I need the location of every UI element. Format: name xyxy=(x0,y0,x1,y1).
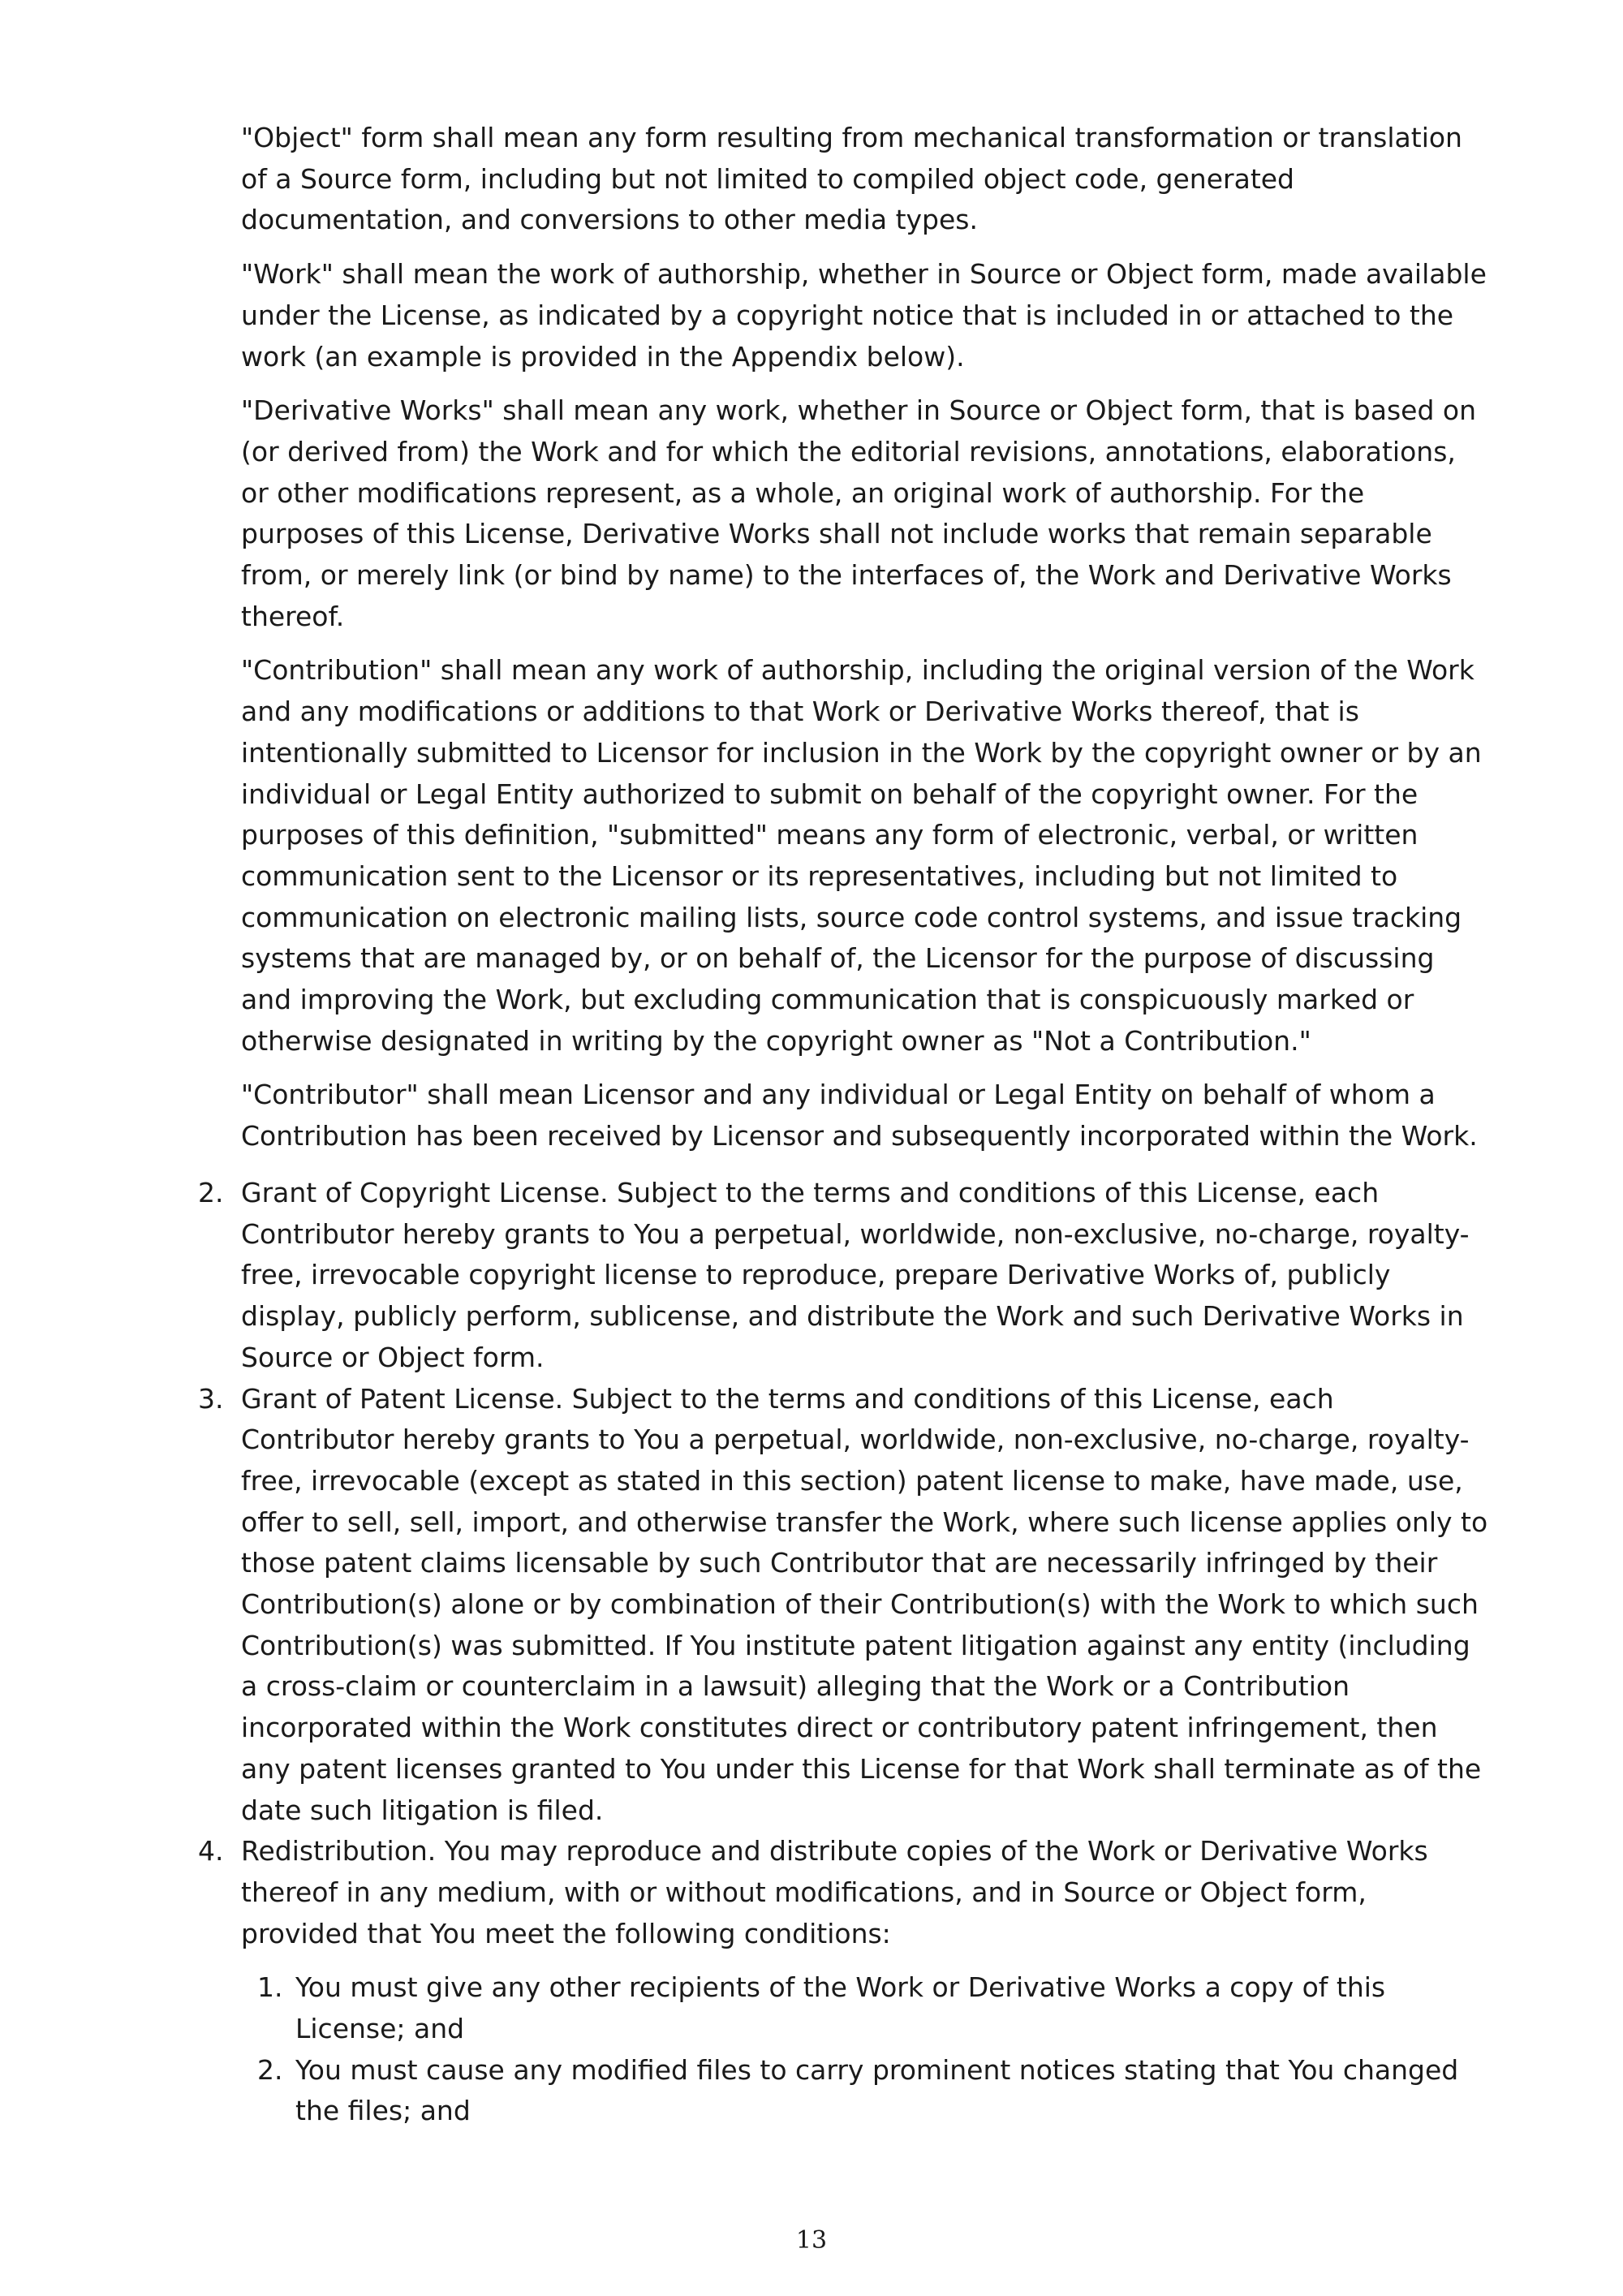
section-text: Grant of Copyright License. Subject to the terms and conditions of this License, each Contributor hereby grants to You a perpetual, worldwide, non-exclusive, no-charge, royalty-free, irrevocable copyright license to reproduce, prepare Derivative Works of, publicly display, publicly perform, sublicense, and distribute the Work and such Derivative Works in Source or Object form. xyxy=(241,1177,1470,1373)
numbered-sections xyxy=(0,1173,1623,2132)
definition-derivative-works: "Derivative Works" shall mean any work, whether in Source or Object form, that is based on (or derived from) the Work and for which the editorial revisions, annotations, elaborations, or other modifications represent, as a whole, an original work of authorship. For the purposes of this License, Derivative Works shall not include works that remain separable from, or merely link (or bind by name) to the interfaces of, the Work and Derivative Works thereof. xyxy=(241,394,1476,632)
section-text: Redistribution. You may reproduce and distribute copies of the Work or Derivative Works thereof in any medium, with or without modifications, and in Source or Object form, provided that You meet the following conditions: xyxy=(241,1835,1428,1949)
section-3-patent-license xyxy=(0,1379,1491,1832)
page-number: 13 xyxy=(795,2226,828,2255)
redistribution-conditions xyxy=(241,1967,1491,2132)
definitions-block xyxy=(241,118,1491,1170)
section-2-copyright-license xyxy=(0,1173,1491,1379)
condition-number: 1. xyxy=(257,1971,283,2004)
section-text: Grant of Patent License. Subject to the terms and conditions of this License, each Contributor hereby grants to You a perpetual, worldwide, non-exclusive, no-charge, royalty-free, irrevocable (except as stated in this section) patent license to make, have made, use, offer to sell, sell, import, and otherwise transfer the Work, where such license applies only to those patent claims licensable by such Contributor that are necessarily infringed by their Contribution(s) alone or by combination of their Contribution(s) with the Work to which such Contribution(s) was submitted. If You institute patent litigation against any entity (including a cross-claim or counterclaim in a lawsuit) alleging that the Work or a Contribution incorporated within the Work constitutes direct or contributory patent infringement, then any patent licenses granted to You under this License for that Work shall terminate as of the date such litigation is filed. xyxy=(241,1382,1488,1826)
condition-text: You must cause any modified files to carry prominent notices stating that You changed the files; and xyxy=(295,2053,1459,2127)
condition-item xyxy=(257,1967,1491,2049)
section-number: 4. xyxy=(198,1835,224,1867)
definition-object: "Object" form shall mean any form resulting from mechanical transformation or translation of a Source form, including but not limited to compiled object code, generated documentation, and conversions to other media types. xyxy=(241,122,1462,236)
definition-contribution: "Contribution" shall mean any work of authorship, including the original version of the Work and any modifications or additions to that Work or Derivative Works thereof, that is intentionally submitted to Licensor for inclusion in the Work by the copyright owner or by an individual or Legal Entity authorized to submit on behalf of the copyright owner. For the purposes of this definition, "submitted" means any form of electronic, verbal, or written communication sent to the Licensor or its representatives, including but not limited to communication on electronic mailing lists, source code control systems, and issue tracking systems that are managed by, or on behalf of, the Licensor for the purpose of discussing and improving the Work, but excluding communication that is conspicuously marked or otherwise designated in writing by the copyright owner as "Not a Contribution." xyxy=(241,654,1482,1057)
definition-work: "Work" shall mean the work of authorship, whether in Source or Object form, made available under the License, as indicated by a copyright notice that is included in or attached to the work (an example is provided in the Appendix below). xyxy=(241,258,1487,373)
definition-contributor: "Contributor" shall mean Licensor and any individual or Legal Entity on behalf of whom a Contribution has been received by Licensor and subsequently incorporated within the Work. xyxy=(241,1079,1478,1152)
condition-item xyxy=(257,2050,1491,2132)
condition-number: 2. xyxy=(257,2053,283,2086)
section-number: 2. xyxy=(198,1177,224,1208)
section-4-redistribution xyxy=(0,1831,1491,2132)
condition-text: You must give any other recipients of the Work or Derivative Works a copy of this License; and xyxy=(295,1971,1386,2045)
section-number: 3. xyxy=(198,1382,224,1415)
